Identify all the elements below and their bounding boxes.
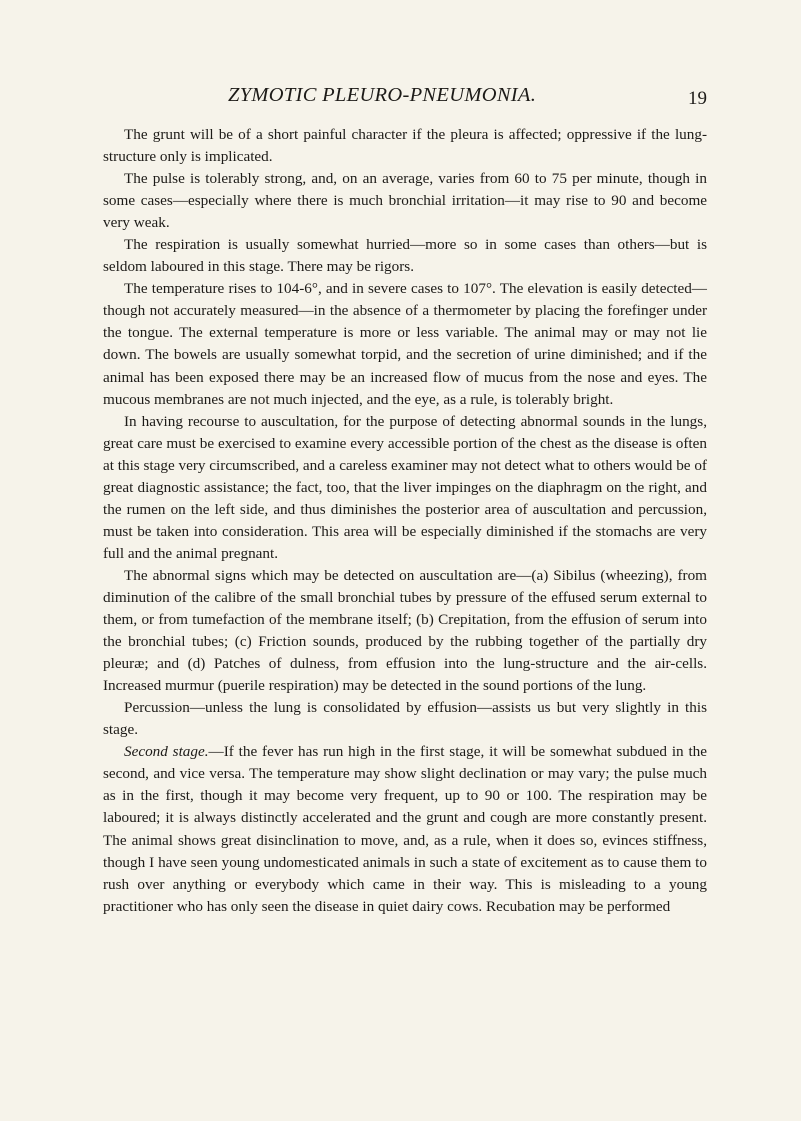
paragraph-pulse: The pulse is tolerably strong, and, on an average, varies from 60 to 75 per minute, though in some cases—especially where there is much bronchial irritation—it may rise to 90 and become very weak. bbox=[103, 170, 707, 232]
paragraph-respiration: The respiration is usually somewhat hurried—more so in some cases than others—but is seldom laboured in this stage. There may be rigors. bbox=[103, 236, 707, 276]
paragraph-auscultation: In having recourse to auscultation, for the purpose of detecting abnormal sounds in the lungs, great care must be exercised to examine every accessible portion of the chest as the disease is often at this stage very circumscribed, and a careless examiner may not detect what to others would be of great diagnostic assistance; the fact, too, that the liver impinges on the diaphragm on the right, and the rumen on the left side, and thus diminishes the posterior area of auscultation and percussion, must be taken into consideration. This area will be especially diminished if the stomachs are very full and the animal pregnant. bbox=[103, 412, 707, 562]
paragraph-second-stage bbox=[103, 741, 707, 917]
running-head bbox=[0, 84, 801, 118]
second-stage-text: —If the fever has run high in the first stage, it will be somewhat subdued in the second, and vice versa. The temperature may show slight declination or may vary; the pulse much as in the first, though it may become very frequent, up to 90 or 100. The respiration may be laboured; it is always distinctly accelerated and the grunt and cough are more constantly present. The animal shows great disinclination to move, and, as a rule, when it does so, evinces stiffness, though I have seen young undomesticated animals in such a state of excitement as to cause them to rush over anything or everybody which came in their way. This is misleading to a young practitioner who has only seen the disease in quiet dairy cows. Recubation may be performed bbox=[103, 743, 708, 915]
paragraph-percussion: Percussion—unless the lung is consolidated by effusion—assists us but very slightly in this stage. bbox=[103, 699, 707, 739]
body-text bbox=[103, 124, 707, 918]
paragraph-grunt: The grunt will be of a short painful character if the pleura is affected; oppressive if the lung-structure only is implicated. bbox=[103, 126, 707, 166]
second-stage-heading: Second stage. bbox=[124, 743, 209, 761]
running-title: ZYMOTIC PLEURO-PNEUMONIA. bbox=[228, 84, 537, 106]
paragraph-abnormal-signs: The abnormal signs which may be detected on auscultation are—(a) Sibilus (wheezing), from diminution of the calibre of the small bronchial tubes by pressure of the effused serum external to them, or from tumefaction of the membrane itself; (b) Crepitation, from the effusion of serum into the bronchial tubes; (c) Friction sounds, produced by the rubbing together of the partially dry pleuræ; and (d) Patches of dulness, from effusion into the lung-structure and the air-cells. Increased murmur (puerile respiration) may be detected in the sound portions of the lung. bbox=[103, 566, 707, 695]
page-number: 19 bbox=[688, 88, 707, 109]
paragraph-temperature: The temperature rises to 104-6°, and in severe cases to 107°. The elevation is easily detected—though not accurately measured—in the absence of a thermometer by placing the forefinger under the tongue. The external temperature is more or less variable. The animal may or may not lie down. The bowels are usually somewhat torpid, and the secretion of urine diminished; and if the animal has been exposed there may be an increased flow of mucus from the nose and eyes. The mucous membranes are not much injected, and the eye, as a rule, is tolerably bright. bbox=[103, 280, 707, 408]
